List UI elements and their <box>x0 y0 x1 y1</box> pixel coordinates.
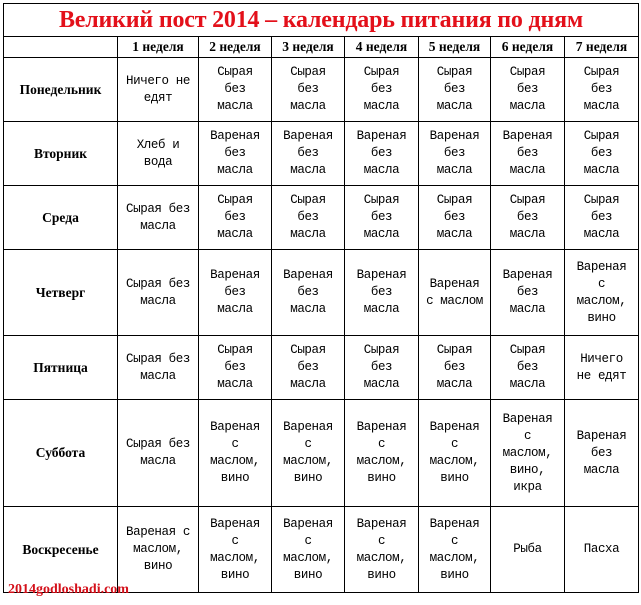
meal-text-line: Ничего не <box>126 73 190 88</box>
meal-text-line: с <box>304 437 312 451</box>
meal-cell <box>199 122 272 186</box>
lent-calendar-table <box>3 3 639 593</box>
meal-cell <box>272 400 345 507</box>
meal-cell <box>118 507 199 593</box>
meal-text-line: масла <box>583 99 620 113</box>
meal-text-line: без <box>443 360 466 374</box>
table-row <box>4 336 639 400</box>
meal-cell <box>345 122 419 186</box>
meal-cell <box>565 186 639 250</box>
meal-text-line: икра <box>513 479 542 494</box>
meal-text-line: Вареная <box>210 516 260 531</box>
meal-text-line: с <box>450 437 459 451</box>
meal-text-line: масла <box>363 163 400 177</box>
meal-text-line: без <box>224 285 246 299</box>
meal-text-line: Рыба <box>513 542 542 556</box>
meal-text-line: Сырая без <box>126 437 190 451</box>
meal-cell <box>491 122 565 186</box>
meal-text-line: вино <box>220 471 250 485</box>
meal-text-line: без <box>516 82 539 96</box>
meal-text-line: масла <box>436 227 473 241</box>
meal-text-line: масла <box>363 227 400 241</box>
week-header: 3 неделя <box>272 37 345 58</box>
meal-text-line: Сырая <box>363 343 400 357</box>
meal-text-line: Сырая <box>509 65 546 79</box>
meal-cell <box>491 186 565 250</box>
meal-text-line: масла <box>140 454 176 468</box>
meal-text-line: без <box>516 360 539 374</box>
meal-text-line: масла <box>509 377 546 391</box>
meal-text-line: Сырая <box>436 193 473 207</box>
meal-text-line: без <box>370 210 393 224</box>
meal-text-line: масла <box>217 227 253 241</box>
meal-text-line: масла <box>363 377 400 391</box>
meal-text-line: с <box>377 533 386 548</box>
meal-text-line: масла <box>436 99 473 113</box>
meal-text-line: вино <box>293 471 323 485</box>
meal-text-line: Сырая <box>583 193 620 207</box>
meal-text-line: Сырая <box>217 343 253 357</box>
meal-text-line: не едят <box>576 368 627 383</box>
meal-cell <box>565 507 639 593</box>
meal-cell <box>118 336 199 400</box>
meal-text-line: без <box>370 146 393 160</box>
meal-text-line: Вареная <box>283 129 333 143</box>
meal-cell <box>272 336 345 400</box>
meal-cell <box>419 507 491 593</box>
meal-cell <box>199 507 272 593</box>
meal-text-line: масла <box>436 163 473 177</box>
meal-cell <box>345 250 419 336</box>
meal-text-line: Сырая без <box>126 276 190 291</box>
meal-text-line: масла <box>363 99 400 113</box>
meal-text-line: Сырая <box>363 193 400 207</box>
meal-text-line: вино <box>293 567 323 582</box>
meal-text-line: вода <box>143 154 173 169</box>
table-row <box>4 58 639 122</box>
meal-text-line: без <box>370 82 393 96</box>
meal-text-line: масла <box>290 99 326 113</box>
meal-text-line: без <box>443 82 466 96</box>
corner-cell <box>4 37 118 58</box>
meal-text-line: Сырая <box>583 65 620 79</box>
meal-text-line: без <box>516 210 539 224</box>
table-row <box>4 507 639 593</box>
meal-text-line: Вареная <box>356 129 407 143</box>
meal-text-line: масла <box>509 227 546 241</box>
week-header: 5 неделя <box>419 37 491 58</box>
meal-cell <box>118 186 199 250</box>
week-header: 4 неделя <box>345 37 419 58</box>
meal-text-line: маслом, <box>429 454 480 468</box>
meal-text-line: Ничего <box>580 351 623 366</box>
meal-text-line: с <box>377 437 386 451</box>
meal-cell <box>565 336 639 400</box>
meal-text-line: без <box>224 146 246 160</box>
meal-text-line: масла <box>217 377 253 391</box>
meal-cell <box>118 58 199 122</box>
table-row <box>4 186 639 250</box>
meal-text-line: Сырая <box>217 193 253 207</box>
week-header: 2 неделя <box>199 37 272 58</box>
meal-text-line: без <box>297 360 319 374</box>
meal-cell <box>345 186 419 250</box>
meal-text-line: Вареная <box>502 129 553 143</box>
table-row <box>4 250 639 336</box>
meal-text-line: Сырая <box>290 65 326 79</box>
meal-text-line: без <box>590 210 613 224</box>
meal-text-line: без <box>516 285 539 299</box>
table-row <box>4 122 639 186</box>
meal-cell <box>419 336 491 400</box>
meal-text-line: Вареная <box>429 129 480 143</box>
meal-cell <box>491 58 565 122</box>
meal-text-line: Вареная <box>283 516 333 531</box>
meal-cell <box>272 250 345 336</box>
meal-cell <box>272 186 345 250</box>
meal-text-line: без <box>297 210 319 224</box>
meal-cell <box>118 122 199 186</box>
meal-text-line: маслом, <box>502 445 553 460</box>
week-header-row <box>4 37 639 58</box>
meal-text-line: Вареная <box>283 420 333 434</box>
meal-text-line: вино, <box>509 462 546 477</box>
meal-text-line: маслом, <box>356 550 407 565</box>
meal-text-line: Вареная <box>502 411 553 426</box>
meal-text-line: масла <box>290 377 326 391</box>
day-label: Воскресенье <box>4 507 118 593</box>
meal-cell <box>272 58 345 122</box>
meal-text-line: Сырая <box>290 193 326 207</box>
meal-text-line: без <box>590 82 613 96</box>
meal-text-line: без <box>297 146 319 160</box>
meal-text-line: Вареная <box>356 268 407 282</box>
meal-text-line: без <box>370 360 393 374</box>
meal-text-line: масла <box>290 163 326 177</box>
meal-cell <box>345 58 419 122</box>
week-header: 7 неделя <box>565 37 639 58</box>
meal-text-line: масла <box>140 293 176 308</box>
week-header: 1 неделя <box>118 37 199 58</box>
meal-cell <box>565 250 639 336</box>
meal-text-line: масла <box>217 99 253 113</box>
meal-text-line: с <box>304 533 312 548</box>
meal-text-line: с <box>231 533 239 548</box>
meal-text-line: Вареная <box>429 276 480 291</box>
meal-cell <box>565 58 639 122</box>
meal-text-line: маслом, <box>429 550 480 565</box>
meal-cell <box>419 250 491 336</box>
meal-text-line: без <box>297 285 319 299</box>
meal-text-line: Вареная с <box>126 525 190 539</box>
meal-text-line: масла <box>583 163 620 177</box>
meal-text-line: вино <box>220 567 250 582</box>
meal-text-line: Хлеб и <box>136 137 180 152</box>
meal-text-line: маслом, <box>356 454 407 468</box>
meal-cell <box>199 336 272 400</box>
meal-text-line: с <box>597 276 606 291</box>
meal-cell <box>491 250 565 336</box>
meal-cell <box>118 400 199 507</box>
meal-text-line: маслом, <box>283 550 333 565</box>
week-header: 6 неделя <box>491 37 565 58</box>
meal-text-line: Сырая без <box>126 201 190 216</box>
meal-text-line: вино <box>440 471 469 485</box>
meal-text-line: масла <box>290 227 326 241</box>
day-label: Среда <box>4 186 118 250</box>
meal-text-line: Сырая <box>436 343 473 357</box>
meal-text-line: Пасха <box>583 542 620 556</box>
meal-text-line: Вареная <box>210 268 260 282</box>
meal-text-line: вино <box>367 567 396 582</box>
meal-text-line: без <box>370 285 393 299</box>
day-label: Пятница <box>4 336 118 400</box>
meal-text-line: Сырая без <box>126 351 190 366</box>
meal-text-line: масла <box>140 218 176 233</box>
meal-cell <box>419 122 491 186</box>
meal-text-line: маслом, <box>133 542 183 556</box>
meal-text-line: Сырая <box>583 129 620 143</box>
meal-cell <box>419 58 491 122</box>
meal-text-line: маслом, <box>576 293 627 308</box>
meal-cell <box>272 122 345 186</box>
meal-text-line: Вареная <box>356 516 407 531</box>
meal-text-line: Вареная <box>283 268 333 282</box>
meal-cell <box>199 186 272 250</box>
meal-cell <box>565 122 639 186</box>
meal-text-line: Сырая <box>217 65 253 79</box>
meal-text-line: едят <box>143 90 173 105</box>
table-row <box>4 400 639 507</box>
meal-text-line: с <box>523 428 532 443</box>
meal-cell <box>419 400 491 507</box>
meal-text-line: Сырая <box>363 65 400 79</box>
meal-text-line: Сырая <box>509 343 546 357</box>
meal-text-line: масла <box>140 368 176 383</box>
meal-text-line: Вареная <box>210 420 260 434</box>
meal-cell <box>345 400 419 507</box>
meal-text-line: без <box>443 146 466 160</box>
meal-text-line: без <box>590 146 613 160</box>
meal-text-line: Вареная <box>210 129 260 143</box>
meal-text-line: маслом, <box>210 454 260 468</box>
meal-text-line: масла <box>509 99 546 113</box>
meal-text-line: без <box>224 82 246 96</box>
meal-text-line: вино <box>143 559 173 573</box>
meal-text-line: без <box>224 210 246 224</box>
title-row <box>4 4 639 37</box>
meal-cell <box>345 336 419 400</box>
meal-text-line: с <box>450 533 459 548</box>
meal-text-line: маслом, <box>283 454 333 468</box>
day-label: Вторник <box>4 122 118 186</box>
meal-text-line: Сырая <box>290 343 326 357</box>
meal-cell <box>118 250 199 336</box>
meal-text-line: без <box>516 146 539 160</box>
meal-cell <box>491 336 565 400</box>
meal-text-line: маслом, <box>210 550 260 565</box>
day-label: Понедельник <box>4 58 118 122</box>
meal-cell <box>345 507 419 593</box>
meal-text-line: с маслом <box>426 293 483 308</box>
meal-cell <box>199 250 272 336</box>
meal-text-line: масла <box>217 163 253 177</box>
meal-cell <box>491 400 565 507</box>
meal-text-line: масла <box>436 377 473 391</box>
page-title: Великий пост 2014 – календарь питания по дням <box>4 4 639 37</box>
meal-text-line: без <box>590 445 613 460</box>
meal-text-line: Вареная <box>576 428 627 443</box>
meal-text-line: Сырая <box>509 193 546 207</box>
meal-text-line: без <box>443 210 466 224</box>
meal-text-line: масла <box>217 302 253 316</box>
meal-text-line: Вареная <box>429 516 480 531</box>
day-label: Четверг <box>4 250 118 336</box>
meal-text-line: масла <box>290 302 326 316</box>
meal-text-line: вино <box>367 471 396 485</box>
meal-text-line: с <box>231 437 239 451</box>
meal-text-line: Вареная <box>429 420 480 434</box>
meal-text-line: Вареная <box>576 259 627 274</box>
meal-text-line: Вареная <box>502 268 553 282</box>
meal-text-line: вино <box>587 310 616 325</box>
meal-cell <box>199 400 272 507</box>
meal-text-line: без <box>297 82 319 96</box>
meal-text-line: без <box>224 360 246 374</box>
meal-cell <box>419 186 491 250</box>
meal-cell <box>272 507 345 593</box>
meal-text-line: масла <box>363 302 400 316</box>
meal-cell <box>565 400 639 507</box>
meal-cell <box>199 58 272 122</box>
watermark: 2014godloshadi.com <box>8 582 129 597</box>
meal-text-line: Вареная <box>356 420 407 434</box>
meal-text-line: вино <box>440 567 469 582</box>
meal-text-line: Сырая <box>436 65 473 79</box>
meal-text-line: масла <box>509 163 546 177</box>
meal-text-line: масла <box>509 302 546 316</box>
meal-text-line: масла <box>583 462 620 477</box>
day-label: Суббота <box>4 400 118 507</box>
meal-text-line: масла <box>583 227 620 241</box>
meal-cell <box>491 507 565 593</box>
